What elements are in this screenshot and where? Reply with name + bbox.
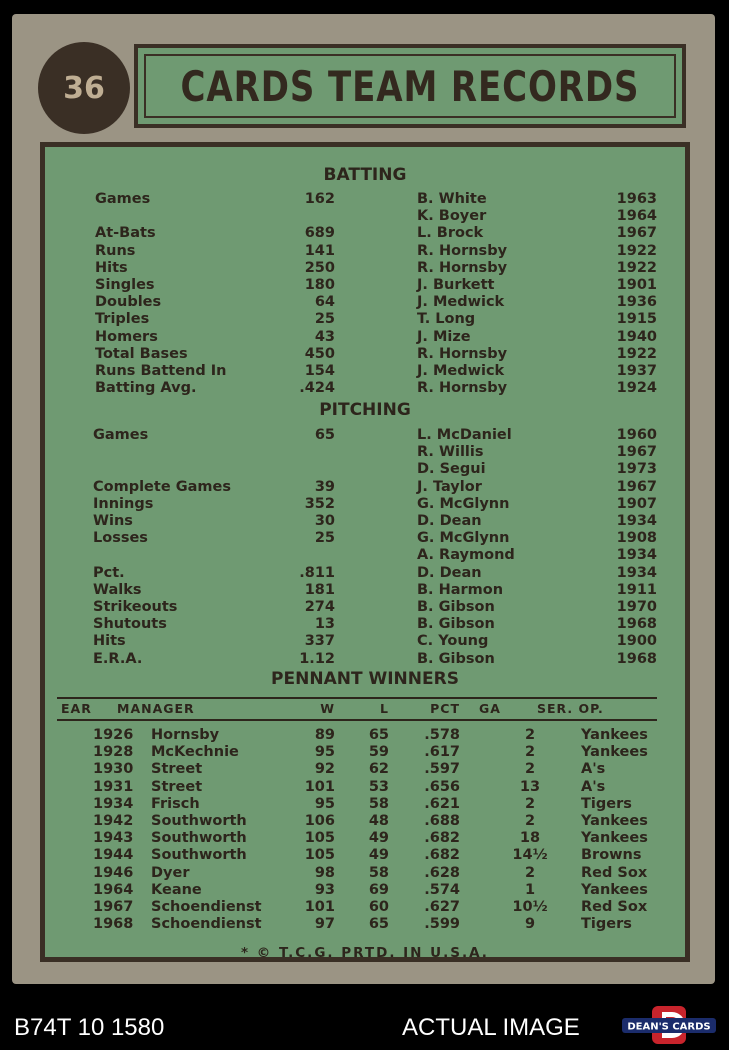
pennant-manager: Street [151, 761, 203, 778]
stat-value: 274 [304, 599, 335, 615]
pennant-year: 1943 [93, 830, 134, 847]
stat-label: Shutouts [93, 616, 167, 633]
records-panel [40, 142, 690, 962]
pennant-heading: PENNANT WINNERS [271, 669, 459, 689]
record-year: 1967 [616, 444, 657, 461]
pennant-wins: 101 [304, 899, 335, 915]
pennant-year: 1926 [93, 727, 134, 743]
stat-value: .811 [299, 564, 335, 581]
record-holder: R. Hornsby [417, 242, 508, 259]
stat-value: 154 [304, 363, 335, 379]
stat-label: Singles [95, 277, 155, 293]
pennant-manager: Schoendienst [151, 899, 262, 915]
pennant-losses: 58 [368, 795, 389, 812]
pennant-pct: .578 [424, 727, 460, 743]
pennant-losses: 49 [368, 830, 389, 847]
record-year: 1922 [616, 259, 657, 276]
record-holder: L. McDaniel [417, 427, 512, 443]
pennant-pct: .621 [424, 795, 460, 812]
record-year: 1922 [616, 345, 657, 362]
record-year: 1915 [616, 311, 657, 328]
record-holder: B. Gibson [417, 650, 495, 667]
pennant-games-ahead: 18 [519, 830, 541, 847]
stat-label: Hits [95, 259, 128, 276]
pennant-pct: .597 [424, 761, 460, 778]
record-holder: B. Gibson [417, 599, 495, 615]
pennant-wins: 89 [314, 727, 335, 743]
record-year: 1937 [616, 363, 657, 379]
stat-label: At-Bats [95, 225, 156, 242]
pennant-manager: Keane [151, 881, 202, 898]
col-wins: W [320, 701, 335, 716]
pennant-games-ahead: 10½ [512, 899, 548, 915]
pennant-wins: 105 [304, 847, 335, 864]
pennant-wins: 105 [304, 830, 335, 847]
pennant-wins: 106 [304, 813, 335, 829]
col-manager: MANAGER [117, 701, 195, 716]
record-year: 1967 [616, 478, 657, 495]
pennant-manager: Southworth [151, 847, 247, 864]
pennant-manager: Southworth [151, 830, 247, 847]
pennant-year: 1964 [93, 881, 134, 898]
deans-cards-logo [622, 1006, 716, 1044]
record-holder: G. McGlynn [417, 530, 510, 547]
record-year: 1963 [616, 191, 657, 207]
pennant-manager: Schoendienst [151, 916, 262, 933]
pennant-games-ahead: 2 [524, 761, 536, 778]
record-holder: R. Hornsby [417, 380, 508, 397]
record-holder: B. White [417, 191, 487, 207]
record-year: 1924 [616, 380, 657, 397]
pennant-pct: .628 [424, 864, 460, 881]
stat-value: 39 [314, 478, 335, 495]
stat-value: 689 [304, 225, 335, 242]
pennant-header-rule [57, 719, 657, 721]
stat-value: 352 [304, 495, 335, 512]
record-year: 1922 [616, 242, 657, 259]
pennant-manager: McKechnie [151, 744, 239, 761]
copyright-line: * © T.C.G. PRTD. IN U.S.A. [241, 945, 489, 961]
card-number: 36 [63, 70, 105, 106]
stat-value: 250 [304, 259, 335, 276]
pennant-losses: 53 [368, 778, 389, 795]
pennant-wins: 95 [314, 795, 335, 812]
record-year: 1934 [616, 564, 657, 581]
pennant-games-ahead: 2 [524, 864, 536, 881]
record-year: 1901 [616, 277, 657, 293]
record-year: 1973 [616, 461, 657, 478]
pennant-losses: 62 [368, 761, 389, 778]
record-holder: D. Dean [417, 564, 482, 581]
record-year: 1967 [616, 225, 657, 242]
pennant-losses: 65 [368, 916, 389, 933]
col-series-opponent: SER. OP. [537, 701, 604, 716]
pennant-series-opponent: Tigers [581, 795, 632, 812]
pennant-games-ahead: 13 [519, 778, 541, 795]
record-year: 1934 [616, 547, 657, 564]
svg-text:DEAN'S CARDS: DEAN'S CARDS [627, 1021, 711, 1033]
stat-label: Hits [93, 633, 126, 650]
footer-actual-image: ACTUAL IMAGE [402, 1014, 580, 1041]
record-year: 1900 [616, 633, 657, 650]
stat-value: .424 [299, 380, 335, 397]
record-holder: D. Segui [417, 461, 486, 478]
record-holder: R. Hornsby [417, 259, 508, 276]
record-year: 1940 [616, 328, 657, 345]
stat-value: 43 [314, 328, 335, 345]
record-year: 1970 [616, 599, 657, 615]
col-year: EAR [61, 701, 92, 716]
pennant-pct: .688 [424, 813, 460, 829]
pennant-series-opponent: A's [581, 778, 606, 795]
record-year: 1907 [616, 495, 657, 512]
pennant-wins: 97 [314, 916, 335, 933]
stat-label: Total Bases [95, 345, 188, 362]
stat-label: E.R.A. [93, 650, 143, 667]
record-holder: J. Taylor [417, 478, 482, 495]
card-number-disc [38, 42, 130, 134]
stat-label: Doubles [95, 294, 162, 311]
card-title: CARDS TEAM RECORDS [180, 62, 640, 111]
pennant-losses: 59 [368, 744, 389, 761]
pennant-losses: 65 [368, 727, 389, 743]
record-holder: R. Hornsby [417, 345, 508, 362]
stat-value: 450 [304, 345, 335, 362]
stat-label: Batting Avg. [95, 380, 197, 397]
stat-value: 64 [314, 294, 335, 311]
record-year: 1908 [616, 530, 657, 547]
stat-value: 1.12 [299, 650, 335, 667]
record-year: 1936 [616, 294, 657, 311]
stat-value: 25 [314, 311, 335, 328]
pennant-pct: .599 [424, 916, 460, 933]
record-year: 1968 [616, 616, 657, 633]
stat-label: Wins [93, 513, 133, 529]
pennant-pct: .627 [424, 899, 460, 915]
record-holder: J. Medwick [417, 294, 505, 311]
pennant-series-opponent: Yankees [581, 881, 648, 898]
stat-value: 337 [304, 633, 335, 650]
title-bar [134, 44, 686, 128]
pennant-pct: .682 [424, 847, 460, 864]
record-holder: D. Dean [417, 513, 482, 529]
stat-label: Pct. [93, 564, 125, 581]
stat-value: 162 [304, 191, 335, 207]
pennant-series-opponent: Browns [581, 847, 642, 864]
pennant-games-ahead: 2 [524, 727, 536, 743]
pennant-manager: Street [151, 778, 203, 795]
pennant-year: 1934 [93, 795, 134, 812]
pennant-losses: 58 [368, 864, 389, 881]
pennant-series-opponent: Yankees [581, 830, 648, 847]
record-holder: B. Harmon [417, 581, 504, 598]
record-year: 1960 [616, 427, 657, 443]
pennant-losses: 49 [368, 847, 389, 864]
pennant-series-opponent: Tigers [581, 916, 632, 933]
col-pct: PCT [430, 701, 460, 716]
stat-label: Strikeouts [93, 599, 178, 615]
pennant-year: 1968 [93, 916, 134, 933]
pennant-games-ahead: 9 [524, 916, 536, 933]
pennant-games-ahead: 2 [524, 744, 536, 761]
pennant-losses: 48 [368, 813, 389, 829]
stat-value: 25 [314, 530, 335, 547]
footer-inventory-code: B74T 10 1580 [14, 1014, 165, 1041]
pennant-games-ahead: 14½ [512, 847, 548, 864]
pennant-manager: Hornsby [151, 727, 220, 743]
record-holder: K. Boyer [417, 208, 487, 225]
stat-value: 181 [304, 581, 335, 598]
stat-label: Complete Games [93, 478, 231, 495]
pennant-pct: .617 [424, 744, 460, 761]
record-holder: G. McGlynn [417, 495, 510, 512]
record-holder: J. Mize [417, 328, 471, 345]
record-holder: L. Brock [417, 225, 484, 242]
col-losses: L [380, 701, 389, 716]
stat-value: 13 [314, 616, 335, 633]
record-holder: R. Willis [417, 444, 484, 461]
pennant-year: 1942 [93, 813, 134, 829]
pennant-year: 1967 [93, 899, 134, 915]
record-year: 1964 [616, 208, 657, 225]
stat-value: 180 [304, 277, 335, 293]
pennant-wins: 92 [314, 761, 335, 778]
stat-label: Runs [95, 242, 136, 259]
pennant-wins: 93 [314, 881, 335, 898]
pitching-heading: PITCHING [319, 400, 411, 420]
stat-label: Innings [93, 495, 154, 512]
pennant-losses: 69 [368, 881, 389, 898]
pennant-pct: .574 [424, 881, 460, 898]
record-holder: C. Young [417, 633, 489, 650]
pennant-series-opponent: Red Sox [581, 899, 648, 915]
pennant-manager: Frisch [151, 795, 200, 812]
pennant-series-opponent: Yankees [581, 813, 648, 829]
col-games-ahead: GA [479, 701, 501, 716]
pennant-year: 1946 [93, 864, 134, 881]
record-holder: J. Burkett [417, 277, 495, 293]
stat-label: Games [93, 427, 149, 443]
stat-label: Triples [95, 311, 150, 328]
pennant-losses: 60 [368, 899, 389, 915]
pennant-pct: .656 [424, 778, 460, 795]
record-holder: A. Raymond [417, 547, 515, 564]
pennant-wins: 101 [304, 778, 335, 795]
pennant-games-ahead: 1 [524, 881, 536, 898]
stat-label: Games [95, 191, 151, 207]
stat-value: 141 [304, 242, 335, 259]
pennant-year: 1928 [93, 744, 134, 761]
card-back [12, 14, 715, 984]
pennant-series-opponent: Yankees [581, 727, 648, 743]
pennant-wins: 95 [314, 744, 335, 761]
record-year: 1934 [616, 513, 657, 529]
pennant-games-ahead: 2 [524, 795, 536, 812]
batting-heading: BATTING [323, 165, 407, 185]
record-year: 1968 [616, 650, 657, 667]
pennant-manager: Dyer [151, 864, 190, 881]
pennant-year: 1931 [93, 778, 134, 795]
stat-label: Homers [95, 328, 158, 345]
record-holder: B. Gibson [417, 616, 495, 633]
pennant-series-opponent: A's [581, 761, 606, 778]
record-year: 1911 [616, 581, 657, 598]
pennant-pct: .682 [424, 830, 460, 847]
pennant-year: 1930 [93, 761, 134, 778]
stat-value: 65 [314, 427, 335, 443]
pennant-year: 1944 [93, 847, 134, 864]
stat-value: 30 [314, 513, 335, 529]
pennant-manager: Southworth [151, 813, 247, 829]
pennant-series-opponent: Yankees [581, 744, 648, 761]
stat-label: Runs Battend In [95, 363, 227, 379]
pennant-series-opponent: Red Sox [581, 864, 648, 881]
stat-label: Losses [93, 530, 148, 547]
pennant-wins: 98 [314, 864, 335, 881]
stat-label: Walks [93, 581, 142, 598]
pennant-top-rule [57, 697, 657, 699]
record-holder: J. Medwick [417, 363, 505, 379]
record-holder: T. Long [417, 311, 476, 328]
pennant-games-ahead: 2 [524, 813, 536, 829]
